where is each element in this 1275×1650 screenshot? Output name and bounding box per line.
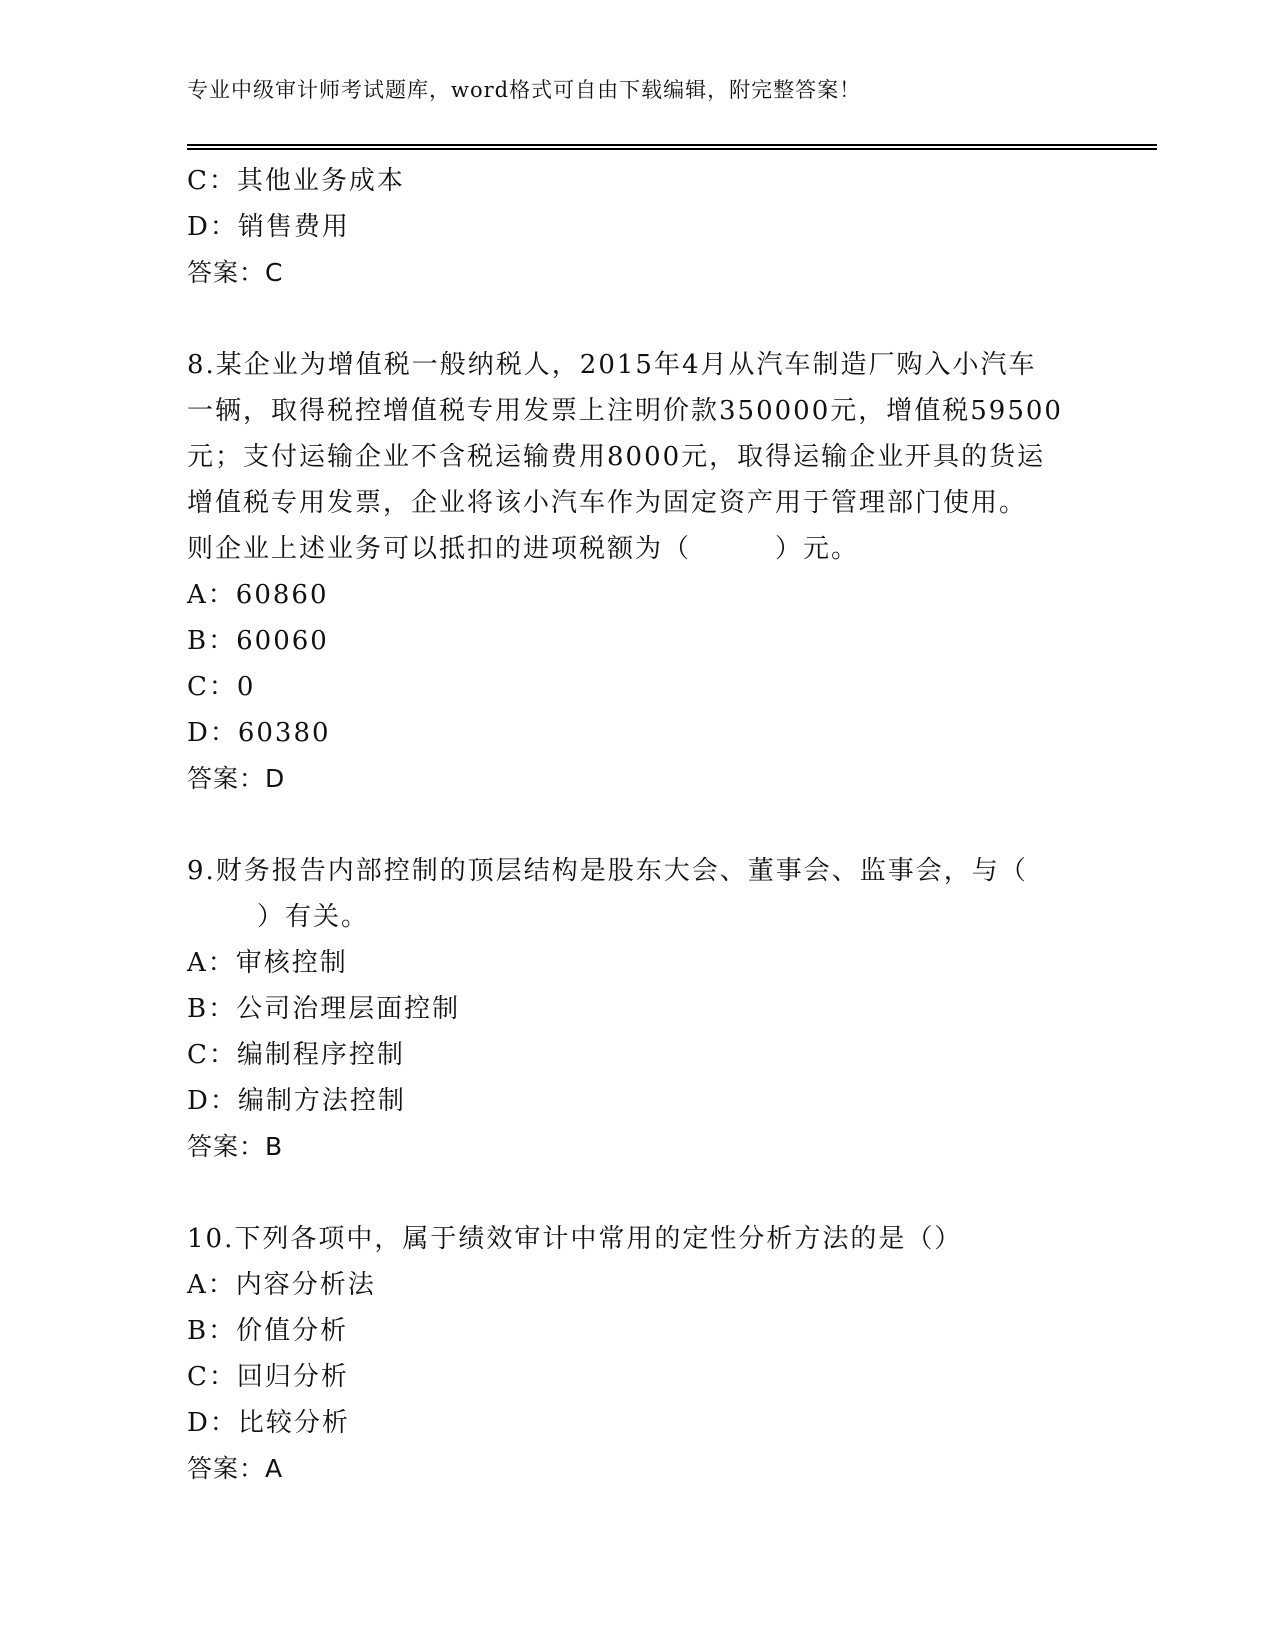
option-b: B：价值分析 (187, 1316, 349, 1346)
question-stem-line: 元；支付运输企业不含税运输费用8000元，取得运输企业开具的货运 (187, 442, 1046, 472)
question-stem-line: 增值税专用发票，企业将该小汽车作为固定资产用于管理部门使用。 (187, 488, 1028, 518)
option-c: C：编制程序控制 (187, 1040, 405, 1070)
question-stem-line: ）有关。 (257, 902, 370, 932)
spacer (187, 296, 1087, 342)
answer-line: 答案：D (187, 764, 286, 793)
option-b: B：60060 (187, 626, 329, 656)
question-9 (187, 848, 1087, 1170)
option-c: C：0 (187, 672, 256, 702)
answer-line: 答案：A (187, 1454, 284, 1483)
spacer (187, 802, 1087, 848)
option-d: D：比较分析 (187, 1408, 350, 1438)
question-10 (187, 1216, 1087, 1492)
option-b: B：公司治理层面控制 (187, 994, 461, 1024)
question-stem-line: 一辆，取得税控增值税专用发票上注明价款350000元，增值税59500 (187, 396, 1063, 426)
page-header: 专业中级审计师考试题库，word格式可自由下载编辑，附完整答案！ (187, 78, 862, 102)
question-content (187, 158, 1087, 1492)
option-c: C：回归分析 (187, 1362, 349, 1392)
question-stem-line: 8.某企业为增值税一般纳税人，2015年4月从汽车制造厂购入小汽车 (187, 350, 1037, 380)
option-a: A：60860 (187, 580, 329, 610)
option-d: D：编制方法控制 (187, 1086, 406, 1116)
spacer (187, 1170, 1087, 1216)
question-stem-line: 9.财务报告内部控制的顶层结构是股东大会、董事会、监事会，与（ (187, 856, 1028, 886)
option-d: D：销售费用 (187, 212, 350, 242)
header-divider (187, 144, 1157, 150)
option-a: A：内容分析法 (187, 1270, 376, 1300)
option-d: D：60380 (187, 718, 331, 748)
question-8 (187, 342, 1087, 802)
question-stem-line: 则企业上述业务可以抵扣的进项税额为（ ）元。 (187, 534, 860, 564)
option-c: C：其他业务成本 (187, 166, 405, 196)
option-a: A：审核控制 (187, 948, 348, 978)
question-stem-line: 10.下列各项中，属于绩效审计中常用的定性分析方法的是（） (187, 1224, 963, 1254)
answer-line: 答案：B (187, 1132, 284, 1161)
question-7-tail (187, 158, 1087, 296)
answer-line: 答案：C (187, 258, 284, 287)
